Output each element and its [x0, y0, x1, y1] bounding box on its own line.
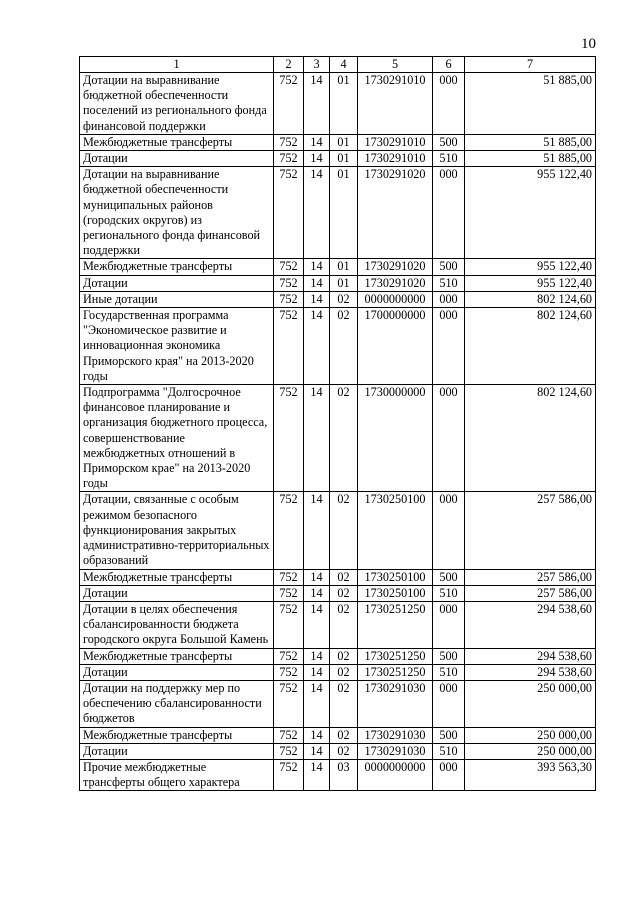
table-row	[80, 585, 596, 601]
item-name-cell: Дотации	[80, 151, 274, 167]
item-name-cell: Дотации на выравнивание бюджетной обеспеченности поселений из регионального фонда финансовой поддержки	[80, 73, 274, 135]
section-cell: 14	[304, 151, 330, 167]
subsection-cell: 01	[330, 275, 358, 291]
section-cell: 14	[304, 601, 330, 648]
section-cell: 14	[304, 73, 330, 135]
expense-type-cell: 000	[433, 385, 465, 492]
admin-code-cell: 752	[274, 664, 304, 680]
budget-table	[79, 56, 596, 791]
item-name-cell: Дотации на выравнивание бюджетной обеспеченности муниципальных районов (городских округов) из регионального фонда финансовой поддержки	[80, 167, 274, 259]
subsection-cell: 02	[330, 492, 358, 569]
section-cell: 14	[304, 134, 330, 150]
column-header: 7	[465, 57, 596, 73]
amount-cell: 51 885,00	[465, 134, 596, 150]
admin-code-cell: 752	[274, 759, 304, 790]
expense-type-cell: 000	[433, 759, 465, 790]
target-article-cell: 1730291010	[358, 73, 433, 135]
admin-code-cell: 752	[274, 648, 304, 664]
subsection-cell: 02	[330, 727, 358, 743]
item-name-cell: Дотации	[80, 275, 274, 291]
subsection-cell: 02	[330, 291, 358, 307]
target-article-cell: 1730291010	[358, 134, 433, 150]
item-name-cell: Дотации	[80, 664, 274, 680]
table-row	[80, 385, 596, 492]
target-article-cell: 0000000000	[358, 291, 433, 307]
target-article-cell: 1730251250	[358, 664, 433, 680]
admin-code-cell: 752	[274, 259, 304, 275]
item-name-cell: Межбюджетные трансферты	[80, 259, 274, 275]
item-name-cell: Подпрограмма "Долгосрочное финансовое планирование и организация бюджетного процесса, совершенствование межбюджетных отношений в Приморском крае" на 2013-2020 годы	[80, 385, 274, 492]
item-name-cell: Дотации в целях обеспечения сбалансированности бюджета городского округа Большой Камень	[80, 601, 274, 648]
admin-code-cell: 752	[274, 680, 304, 727]
expense-type-cell: 000	[433, 73, 465, 135]
expense-type-cell: 500	[433, 569, 465, 585]
amount-cell: 250 000,00	[465, 727, 596, 743]
table-row	[80, 680, 596, 727]
table-row	[80, 167, 596, 259]
target-article-cell: 1730291020	[358, 167, 433, 259]
item-name-cell: Дотации, связанные с особым режимом безопасного функционирования закрытых административно-территориальных образований	[80, 492, 274, 569]
table-row	[80, 259, 596, 275]
expense-type-cell: 510	[433, 664, 465, 680]
target-article-cell: 1730291030	[358, 680, 433, 727]
target-article-cell: 1730250100	[358, 492, 433, 569]
amount-cell: 955 122,40	[465, 275, 596, 291]
admin-code-cell: 752	[274, 134, 304, 150]
item-name-cell: Иные дотации	[80, 291, 274, 307]
column-header: 2	[274, 57, 304, 73]
target-article-cell: 1730250100	[358, 585, 433, 601]
section-cell: 14	[304, 308, 330, 385]
amount-cell: 51 885,00	[465, 151, 596, 167]
section-cell: 14	[304, 759, 330, 790]
expense-type-cell: 000	[433, 492, 465, 569]
amount-cell: 257 586,00	[465, 585, 596, 601]
expense-type-cell: 500	[433, 259, 465, 275]
section-cell: 14	[304, 492, 330, 569]
item-name-cell: Дотации на поддержку мер по обеспечению сбалансированности бюджетов	[80, 680, 274, 727]
amount-cell: 955 122,40	[465, 259, 596, 275]
table-row	[80, 151, 596, 167]
section-cell: 14	[304, 680, 330, 727]
subsection-cell: 01	[330, 151, 358, 167]
column-header: 1	[80, 57, 274, 73]
section-cell: 14	[304, 664, 330, 680]
section-cell: 14	[304, 385, 330, 492]
column-header: 5	[358, 57, 433, 73]
subsection-cell: 01	[330, 167, 358, 259]
subsection-cell: 01	[330, 259, 358, 275]
target-article-cell: 1730291020	[358, 275, 433, 291]
admin-code-cell: 752	[274, 385, 304, 492]
table-row	[80, 759, 596, 790]
amount-cell: 955 122,40	[465, 167, 596, 259]
item-name-cell: Дотации	[80, 743, 274, 759]
admin-code-cell: 752	[274, 308, 304, 385]
admin-code-cell: 752	[274, 585, 304, 601]
admin-code-cell: 752	[274, 727, 304, 743]
target-article-cell: 1730251250	[358, 648, 433, 664]
table-row	[80, 569, 596, 585]
item-name-cell: Государственная программа "Экономическое развитие и инновационная экономика Приморского края" на 2013-2020 годы	[80, 308, 274, 385]
target-article-cell: 1730291010	[358, 151, 433, 167]
expense-type-cell: 000	[433, 680, 465, 727]
table-row	[80, 648, 596, 664]
amount-cell: 802 124,60	[465, 385, 596, 492]
target-article-cell: 1730000000	[358, 385, 433, 492]
subsection-cell: 02	[330, 601, 358, 648]
amount-cell: 294 538,60	[465, 648, 596, 664]
amount-cell: 51 885,00	[465, 73, 596, 135]
admin-code-cell: 752	[274, 601, 304, 648]
column-header: 3	[304, 57, 330, 73]
admin-code-cell: 752	[274, 151, 304, 167]
amount-cell: 250 000,00	[465, 743, 596, 759]
column-header: 6	[433, 57, 465, 73]
column-header: 4	[330, 57, 358, 73]
table-row	[80, 275, 596, 291]
table-row	[80, 664, 596, 680]
section-cell: 14	[304, 743, 330, 759]
section-cell: 14	[304, 275, 330, 291]
section-cell: 14	[304, 585, 330, 601]
table-row	[80, 601, 596, 648]
expense-type-cell: 000	[433, 167, 465, 259]
subsection-cell: 02	[330, 648, 358, 664]
amount-cell: 294 538,60	[465, 664, 596, 680]
section-cell: 14	[304, 167, 330, 259]
amount-cell: 250 000,00	[465, 680, 596, 727]
target-article-cell: 1730291020	[358, 259, 433, 275]
page-number: 10	[581, 36, 596, 52]
item-name-cell: Межбюджетные трансферты	[80, 569, 274, 585]
expense-type-cell: 500	[433, 134, 465, 150]
admin-code-cell: 752	[274, 291, 304, 307]
amount-cell: 393 563,30	[465, 759, 596, 790]
item-name-cell: Межбюджетные трансферты	[80, 727, 274, 743]
item-name-cell: Межбюджетные трансферты	[80, 134, 274, 150]
admin-code-cell: 752	[274, 743, 304, 759]
table-row	[80, 134, 596, 150]
target-article-cell: 0000000000	[358, 759, 433, 790]
item-name-cell: Дотации	[80, 585, 274, 601]
subsection-cell: 01	[330, 134, 358, 150]
expense-type-cell: 000	[433, 308, 465, 385]
section-cell: 14	[304, 648, 330, 664]
target-article-cell: 1730250100	[358, 569, 433, 585]
expense-type-cell: 500	[433, 648, 465, 664]
table-row	[80, 727, 596, 743]
target-article-cell: 1700000000	[358, 308, 433, 385]
subsection-cell: 01	[330, 73, 358, 135]
admin-code-cell: 752	[274, 569, 304, 585]
amount-cell: 257 586,00	[465, 569, 596, 585]
amount-cell: 802 124,60	[465, 291, 596, 307]
target-article-cell: 1730251250	[358, 601, 433, 648]
subsection-cell: 02	[330, 385, 358, 492]
admin-code-cell: 752	[274, 167, 304, 259]
table-header-row	[80, 57, 596, 73]
subsection-cell: 03	[330, 759, 358, 790]
expense-type-cell: 510	[433, 151, 465, 167]
amount-cell: 802 124,60	[465, 308, 596, 385]
section-cell: 14	[304, 291, 330, 307]
subsection-cell: 02	[330, 743, 358, 759]
expense-type-cell: 000	[433, 601, 465, 648]
section-cell: 14	[304, 259, 330, 275]
table-row	[80, 73, 596, 135]
table-row	[80, 308, 596, 385]
section-cell: 14	[304, 727, 330, 743]
target-article-cell: 1730291030	[358, 727, 433, 743]
subsection-cell: 02	[330, 585, 358, 601]
subsection-cell: 02	[330, 664, 358, 680]
table-row	[80, 492, 596, 569]
subsection-cell: 02	[330, 569, 358, 585]
expense-type-cell: 500	[433, 727, 465, 743]
expense-type-cell: 510	[433, 743, 465, 759]
admin-code-cell: 752	[274, 492, 304, 569]
table-row	[80, 291, 596, 307]
expense-type-cell: 510	[433, 585, 465, 601]
amount-cell: 294 538,60	[465, 601, 596, 648]
subsection-cell: 02	[330, 308, 358, 385]
admin-code-cell: 752	[274, 275, 304, 291]
subsection-cell: 02	[330, 680, 358, 727]
item-name-cell: Прочие межбюджетные трансферты общего характера	[80, 759, 274, 790]
expense-type-cell: 000	[433, 291, 465, 307]
target-article-cell: 1730291030	[358, 743, 433, 759]
section-cell: 14	[304, 569, 330, 585]
expense-type-cell: 510	[433, 275, 465, 291]
amount-cell: 257 586,00	[465, 492, 596, 569]
table-row	[80, 743, 596, 759]
admin-code-cell: 752	[274, 73, 304, 135]
item-name-cell: Межбюджетные трансферты	[80, 648, 274, 664]
